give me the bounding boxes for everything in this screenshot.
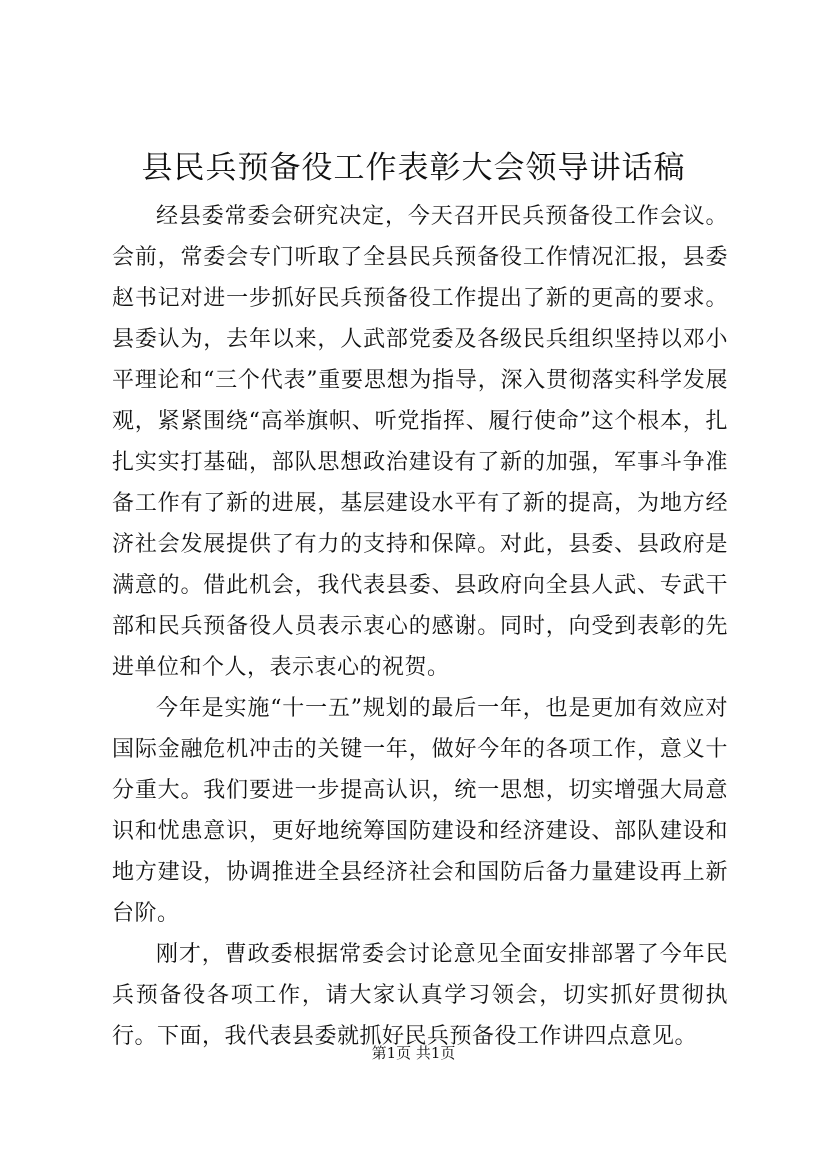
paragraph-3: 刚才，曹政委根据常委会讨论意见全面安排部署了今年民兵预备役各项工作，请大家认真学习领会，切实抓好贯彻执行。下面，我代表县委就抓好民兵预备役工作讲四点意见。: [112, 942, 728, 1049]
paragraph-1: 经县委常委会研究决定，今天召开民兵预备役工作会议。会前，常委会专门听取了全县民兵预备役工作情况汇报，县委赵书记对进一步抓好民兵预备役工作提出了新的更高的要求。县委认为，去年以来，人武部党委及各级民兵组织坚持以邓小平理论和“三个代表”重要思想为指导，深入贯彻落实科学发展观，紧紧围绕“高举旗帜、听党指挥、履行使命”这个根本，扎扎实实打基础，部队思想政治建设有了新的加强，军事斗争准备工作有了新的进展，基层建设水平有了新的提高，为地方经济社会发展提供了有力的支持和保障。对此，县委、县政府是满意的。借此机会，我代表县委、县政府向全县人武、专武干部和民兵预备役人员表示衷心的感谢。同时，向受到表彰的先进单位和个人，表示衷心的祝贺。: [112, 204, 728, 680]
document-title: 县民兵预备役工作表彰大会领导讲话稿: [141, 150, 686, 186]
paragraph-2: 今年是实施“十一五”规划的最后一年，也是更加有效应对国际金融危机冲击的关键一年，做好今年的各项工作，意义十分重大。我们要进一步提高认识，统一思想，切实增强大局意识和忧患意识，更好地统筹国防建设和经济建设、部队建设和地方建设，协调推进全县经济社会和国防后备力量建设再上新台阶。: [112, 696, 728, 926]
document-body: [112, 196, 728, 1057]
page-number-footer: 第1页 共1页: [371, 1044, 456, 1062]
